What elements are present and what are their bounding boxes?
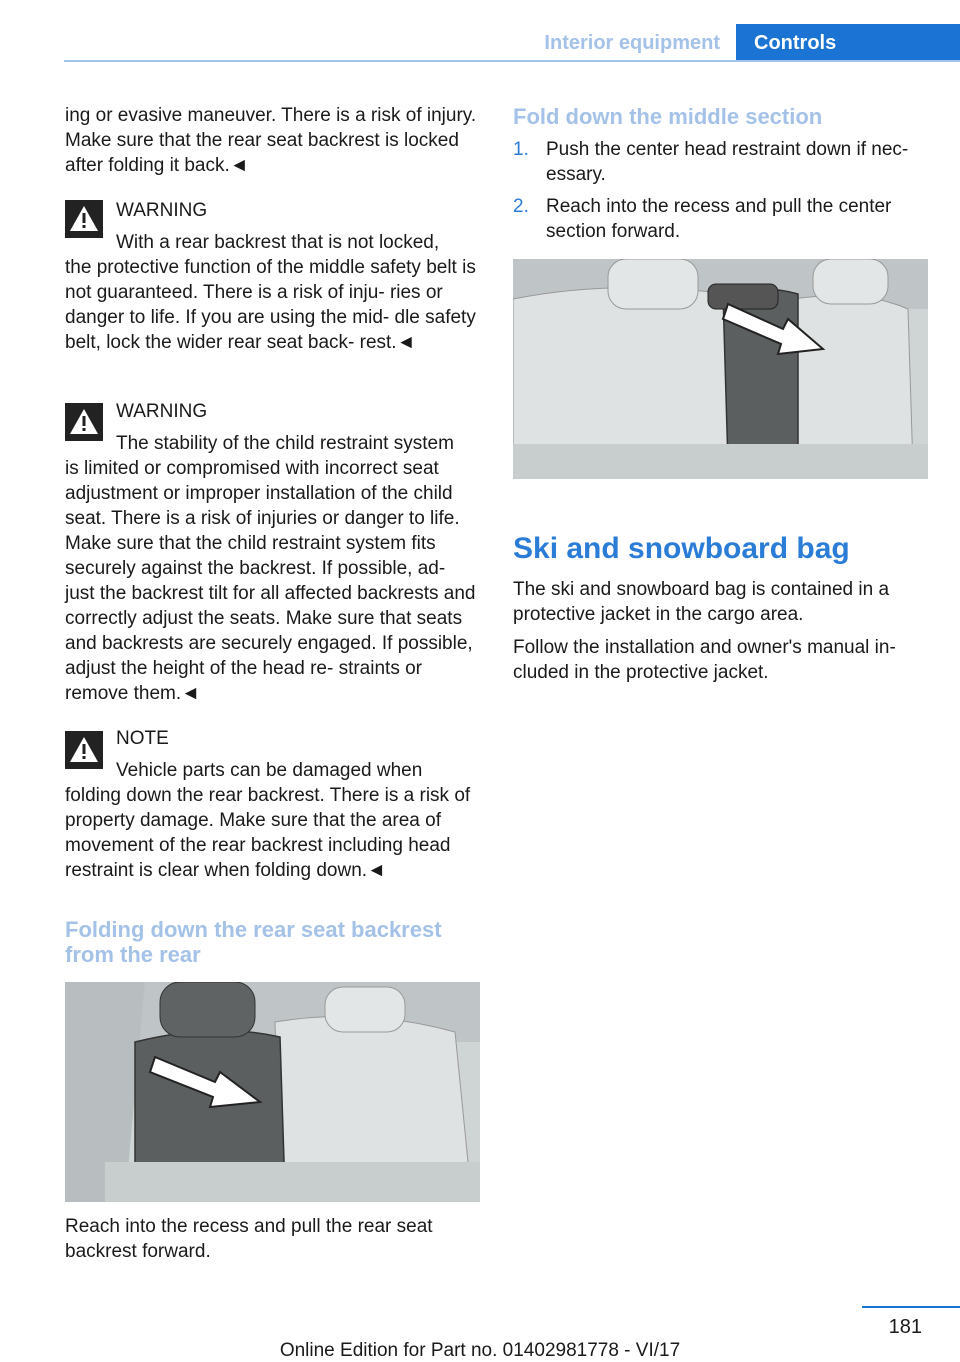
warning-first-line: With a rear backrest that is not locked,	[116, 232, 440, 253]
left-caption: Reach into the recess and pull the rear seat backrest forward.	[65, 1216, 433, 1262]
footer-rule	[862, 1306, 960, 1308]
warning-title: WARNING	[116, 401, 208, 422]
warning-body: the protective function of the middle safety belt is not guaranteed. There is a risk of inju‐ ries or danger to life. If you are using the mid‐ dle safety belt, lock the wider rear seat back‐ rest.◄	[65, 257, 476, 353]
middle-section-illustration	[513, 259, 928, 479]
warning-triangle-icon	[65, 403, 103, 446]
ski-paragraph-1: The ski and snowboard bag is contained in a protective jacket in the cargo area.	[513, 579, 890, 625]
warning-body: is limited or compromised with incorrect seat adjustment or improper installation of the child seat. There is a risk of injuries or danger to life. Make sure that the child restraint system fits securely against the backrest. If possible, ad‐ just the backrest tilt for all affected backrests and correctly adjust the seats. Make sure that seats and backrests are securely engaged. If possible, adjust the height of the head re‐ straints or remove them.◄	[65, 458, 476, 704]
header-section-title: Interior equipment	[544, 32, 720, 54]
warning-triangle-icon	[65, 731, 103, 774]
warning-triangle-icon	[65, 200, 103, 243]
page-number: 181	[888, 1316, 922, 1338]
note-first-line: Vehicle parts can be damaged when	[116, 760, 423, 781]
note-title: NOTE	[116, 728, 169, 749]
step-number: 1.	[513, 139, 529, 160]
section-heading-middle: Fold down the middle section	[513, 104, 823, 129]
warning-first-line: The stability of the child restraint system	[116, 433, 454, 454]
intro-paragraph: ing or evasive maneuver. There is a risk of injury. Make sure that the rear seat backrest is locked after folding it back.◄	[65, 105, 477, 176]
step-number: 2.	[513, 196, 529, 217]
header-tab-controls: Controls	[736, 24, 960, 62]
header-rule	[64, 60, 960, 62]
step-text: Push the center head restraint down if nec‐ essary.	[546, 139, 909, 185]
section-heading-fold-rear: Folding down the rear seat backrest from the rear	[65, 917, 442, 967]
section-heading-ski-bag: Ski and snowboard bag	[513, 532, 850, 565]
step-text: Reach into the recess and pull the center section forward.	[546, 196, 892, 242]
warning-title: WARNING	[116, 200, 208, 221]
note-body: folding down the rear backrest. There is a risk of property damage. Make sure that the area of movement of the rear backrest including head restraint is clear when folding down.◄	[65, 785, 471, 881]
rear-seat-backrest-illustration	[65, 982, 480, 1202]
footer-edition: Online Edition for Part no. 01402981778 - VI/17	[279, 1340, 681, 1361]
ski-paragraph-2: Follow the installation and owner's manual in‐ cluded in the protective jacket.	[513, 637, 896, 683]
